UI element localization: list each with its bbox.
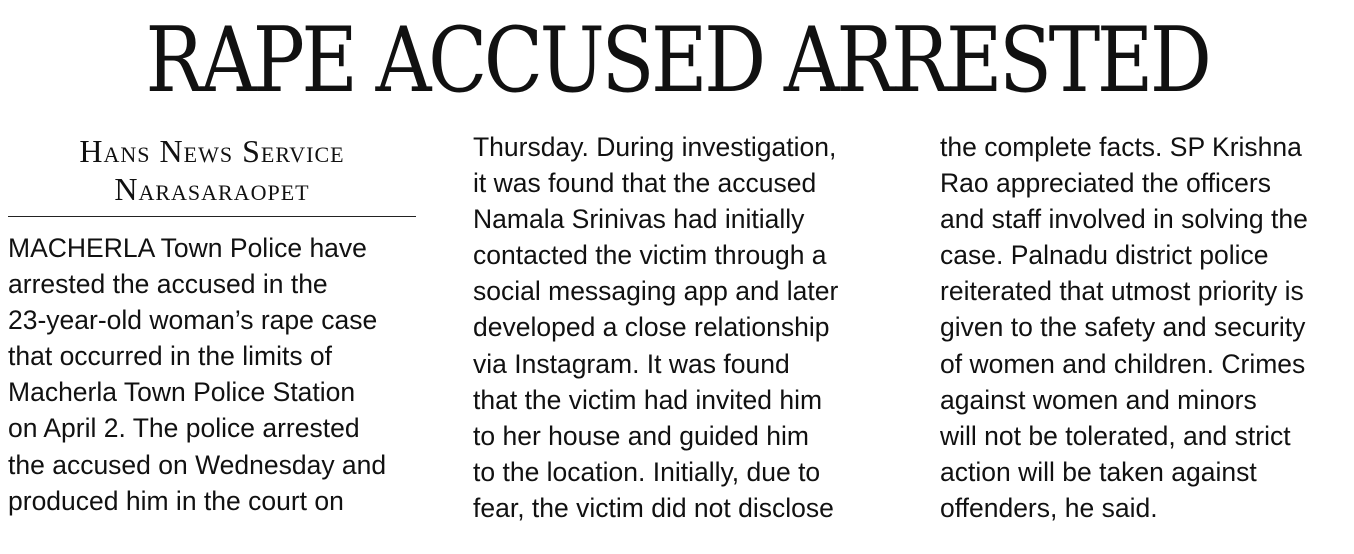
text-line: against women and minors	[940, 384, 1257, 415]
text-line: given to the safety and security	[940, 312, 1306, 343]
text-line: the complete facts. SP Krishna	[940, 132, 1302, 162]
byline-service: Hans News Service	[79, 133, 345, 169]
article-column-2	[473, 129, 838, 526]
headline: RAPE ACCUSED ARRESTED	[145, 8, 1209, 113]
text-line: case. Palnadu district police	[940, 240, 1269, 271]
text-line: reiterated that utmost priority is	[940, 276, 1304, 307]
text-line: action will be taken against	[940, 456, 1257, 487]
byline-divider	[8, 216, 416, 217]
text-line: contacted the victim through a	[473, 240, 827, 271]
text-line: arrested the accused in the	[8, 269, 328, 300]
text-line: will not be tolerated, and strict	[940, 420, 1291, 451]
text-line: it was found that the accused	[473, 168, 817, 199]
text-line: the accused on Wednesday and	[8, 449, 387, 480]
text-line: to the location. Initially, due to	[473, 456, 821, 487]
text-line: of women and children. Crimes	[940, 348, 1306, 379]
text-line: that the victim had invited him	[473, 384, 823, 415]
text-line: Macherla Town Police Station	[8, 377, 356, 408]
text-line: social messaging app and later	[473, 276, 839, 307]
text-line: via Instagram. It was found	[473, 348, 790, 379]
text-line: Namala Srinivas had initially	[473, 204, 805, 235]
text-line: offenders, he said.	[940, 492, 1158, 523]
article-column-3	[940, 129, 1308, 526]
text-line: on April 2. The police arrested	[8, 413, 360, 444]
article-column-1	[8, 230, 386, 519]
byline-location: Narasaraopet	[114, 171, 310, 207]
text-line: Rao appreciated the officers	[940, 168, 1271, 199]
text-line: Thursday. During investigation,	[473, 132, 837, 162]
text-line: that occurred in the limits of	[8, 341, 333, 372]
text-line: fear, the victim did not disclose	[473, 492, 834, 523]
text-line: produced him in the court on	[8, 485, 344, 516]
text-line: to her house and guided him	[473, 420, 809, 451]
text-line: and staff involved in solving the	[940, 204, 1308, 235]
text-line: 23-year-old woman’s rape case	[8, 305, 378, 336]
byline	[8, 132, 416, 208]
text-line: MACHERLA Town Police have	[8, 233, 367, 263]
text-line: developed a close relationship	[473, 312, 830, 343]
